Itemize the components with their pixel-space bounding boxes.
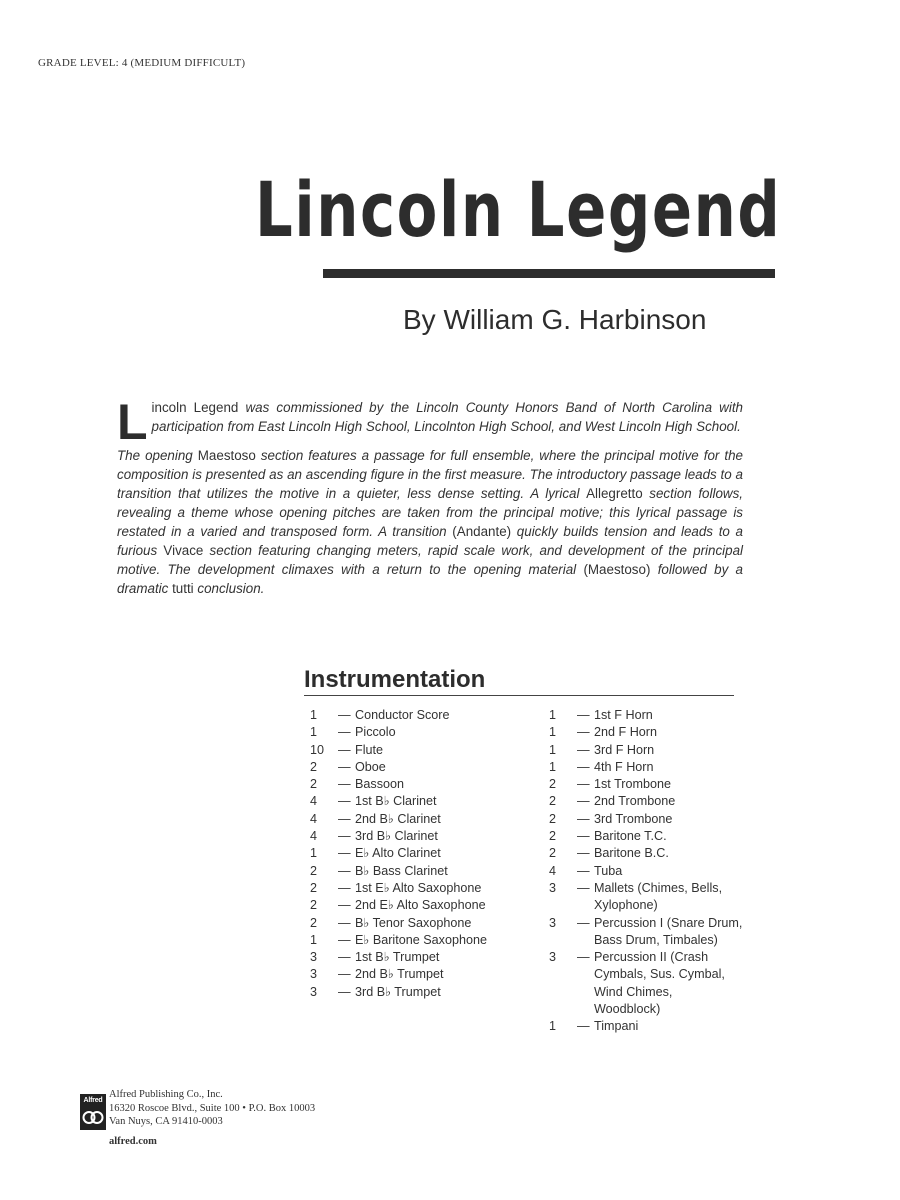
instrumentation-list-left bbox=[310, 707, 540, 1001]
instrument-name: 2nd F Horn bbox=[594, 725, 657, 740]
instrument-row bbox=[310, 984, 540, 1001]
instrumentation-underline bbox=[304, 695, 734, 696]
instrument-row bbox=[549, 880, 779, 915]
instrument-name: 1st B♭ Trumpet bbox=[355, 950, 440, 965]
instrument-quantity: 2 bbox=[310, 880, 318, 895]
instrument-dash: — bbox=[338, 846, 351, 861]
instrument-name: E♭ Alto Clarinet bbox=[355, 846, 441, 861]
instrument-row bbox=[549, 915, 779, 950]
instrument-quantity: 4 bbox=[549, 863, 557, 878]
instrument-quantity: 2 bbox=[549, 777, 557, 792]
tempo-term: Allegretto bbox=[586, 486, 643, 501]
instrument-quantity: 3 bbox=[310, 967, 318, 982]
instrument-quantity: 2 bbox=[310, 863, 318, 878]
instrument-dash: — bbox=[577, 759, 590, 774]
instrument-quantity: 3 bbox=[310, 950, 318, 965]
instrument-quantity: 3 bbox=[549, 915, 557, 930]
instrument-quantity: 2 bbox=[310, 777, 318, 792]
instrument-dash: — bbox=[577, 708, 590, 722]
instrument-dash: — bbox=[338, 794, 351, 809]
instrument-row bbox=[310, 742, 540, 759]
program-notes bbox=[117, 394, 743, 608]
instrument-row bbox=[310, 776, 540, 793]
instrument-row bbox=[549, 811, 779, 828]
instrument-dash: — bbox=[338, 863, 351, 878]
instrument-quantity: 1 bbox=[549, 742, 557, 757]
instrument-name: Timpani bbox=[594, 1019, 639, 1034]
instrument-row bbox=[549, 724, 779, 741]
instrument-name: 4th F Horn bbox=[594, 759, 654, 774]
instrument-dash: — bbox=[338, 811, 351, 826]
title-underline bbox=[323, 269, 775, 278]
instrument-name: 1st F Horn bbox=[594, 708, 653, 722]
instrument-row bbox=[310, 897, 540, 914]
instrument-quantity: 2 bbox=[549, 829, 557, 844]
instrument-quantity: 2 bbox=[310, 759, 318, 774]
intro-text: section features a passage for full ensemble, where the principal motive for the composition is presented as an ascending figure in the first measure. The introductory passage leads to a transition that utilizes the motive in a quieter, less dense setting. A lyrical bbox=[117, 448, 743, 501]
instrument-name: Baritone T.C. bbox=[594, 829, 667, 844]
publisher-address bbox=[109, 1088, 315, 1148]
tempo-term: tutti bbox=[172, 581, 194, 596]
instrument-name: 3rd B♭ Trumpet bbox=[355, 984, 441, 999]
instrument-quantity: 1 bbox=[310, 725, 318, 740]
instrument-quantity: 1 bbox=[310, 932, 318, 947]
instrument-row bbox=[310, 863, 540, 880]
instrument-quantity: 4 bbox=[310, 794, 318, 809]
instrument-dash: — bbox=[338, 759, 351, 774]
instrumentation-list-right bbox=[549, 707, 779, 1036]
instrument-quantity: 1 bbox=[549, 759, 557, 774]
instrument-dash: — bbox=[338, 898, 351, 913]
instrument-name: Piccolo bbox=[355, 725, 396, 740]
tempo-term: (Andante) bbox=[452, 524, 512, 539]
instrument-name: Mallets (Chimes, Bells, Xylophone) bbox=[594, 880, 723, 913]
instrument-dash: — bbox=[577, 811, 590, 826]
instrument-name: E♭ Baritone Saxophone bbox=[355, 932, 487, 947]
instrument-dash: — bbox=[338, 984, 351, 999]
instrument-quantity: 3 bbox=[310, 984, 318, 999]
instrument-dash: — bbox=[338, 967, 351, 982]
instrument-name: 2nd B♭ Trumpet bbox=[355, 967, 444, 982]
instrument-row bbox=[549, 707, 779, 724]
instrument-dash: — bbox=[577, 829, 590, 844]
instrument-name: Oboe bbox=[355, 759, 386, 774]
instrument-quantity: 2 bbox=[549, 811, 557, 826]
instrument-quantity: 3 bbox=[549, 950, 557, 965]
instrument-name: 3rd B♭ Clarinet bbox=[355, 829, 438, 844]
instrument-row bbox=[310, 949, 540, 966]
instrument-name: 2nd B♭ Clarinet bbox=[355, 811, 441, 826]
instrument-dash: — bbox=[577, 794, 590, 809]
instrument-row bbox=[549, 776, 779, 793]
instrument-dash: — bbox=[577, 863, 590, 878]
instrument-name: B♭ Tenor Saxophone bbox=[355, 915, 472, 930]
instrument-dash: — bbox=[577, 846, 590, 861]
instrument-dash: — bbox=[577, 777, 590, 792]
instrument-dash: — bbox=[338, 725, 351, 740]
intro-paragraph-1 bbox=[117, 394, 743, 450]
instrument-row bbox=[310, 966, 540, 983]
instrumentation-heading: Instrumentation bbox=[304, 666, 486, 693]
instrument-name: 3rd Trombone bbox=[594, 811, 673, 826]
publisher-logo-mark bbox=[81, 1106, 105, 1129]
instrument-row bbox=[310, 793, 540, 810]
instrument-dash: — bbox=[577, 880, 590, 895]
instrument-name: 1st B♭ Clarinet bbox=[355, 794, 437, 809]
instrument-row bbox=[310, 915, 540, 932]
intro-text: quickly builds tension and leads to a furious bbox=[117, 524, 743, 558]
instrument-quantity: 2 bbox=[549, 794, 557, 809]
instrument-row bbox=[310, 845, 540, 862]
instrument-dash: — bbox=[338, 932, 351, 947]
intro-text: was commissioned by the Lincoln County Honors Band of North Carolina with participation from East Lincoln High School, Lincolnton High School, and West Lincoln High School. bbox=[151, 400, 743, 434]
publisher-name: Alfred Publishing Co., Inc. bbox=[109, 1089, 223, 1100]
instrument-name: Percussion I (Snare Drum, Bass Drum, Timbales) bbox=[594, 915, 743, 947]
instrument-name: Tuba bbox=[594, 863, 623, 878]
tempo-term: (Maestoso) bbox=[583, 562, 651, 577]
instrument-row bbox=[310, 724, 540, 741]
instrument-row bbox=[310, 880, 540, 897]
instrument-dash: — bbox=[338, 915, 351, 930]
intro-text: conclusion. bbox=[193, 581, 265, 596]
instrument-dash: — bbox=[577, 725, 590, 740]
instrument-dash: — bbox=[577, 742, 590, 757]
intro-text: section featuring changing meters, rapid scale work, and development of the principal motive. The development climaxes with a return to the opening material bbox=[117, 543, 743, 577]
instrument-quantity: 1 bbox=[310, 708, 318, 722]
instrument-quantity: 2 bbox=[549, 846, 557, 861]
instrument-quantity: 1 bbox=[310, 846, 318, 861]
instrument-name: Bassoon bbox=[355, 777, 405, 792]
instrument-dash: — bbox=[338, 777, 351, 792]
instrument-dash: — bbox=[577, 915, 590, 930]
instrument-dash: — bbox=[338, 950, 351, 965]
instrument-row bbox=[549, 863, 779, 880]
instrument-row bbox=[310, 759, 540, 776]
work-title-inline: incoln Legend bbox=[151, 400, 239, 415]
intro-text: followed by a dramatic bbox=[117, 562, 743, 596]
instrument-name: 3rd F Horn bbox=[594, 742, 655, 757]
publisher-logo-text: Alfred bbox=[81, 1095, 105, 1106]
composer-byline: By William G. Harbinson bbox=[403, 304, 707, 335]
instrument-row bbox=[549, 742, 779, 759]
instrument-name: 1st Trombone bbox=[594, 777, 672, 792]
intro-paragraph-2 bbox=[117, 446, 743, 598]
instrument-name: Flute bbox=[355, 742, 383, 757]
instrument-dash: — bbox=[338, 708, 351, 722]
instrument-quantity: 1 bbox=[549, 708, 557, 722]
instrument-row bbox=[310, 811, 540, 828]
instrument-quantity: 10 bbox=[310, 742, 325, 757]
tempo-term: Maestoso bbox=[197, 448, 256, 463]
intro-text: section follows, revealing a theme whose opening pitches are taken from the principal motive; this lyrical passage is restated in a varied and transposed form. A transition bbox=[117, 486, 743, 539]
instrument-row bbox=[310, 828, 540, 845]
instrument-name: 2nd Trombone bbox=[594, 794, 676, 809]
publisher-address-line: Van Nuys, CA 91410-0003 bbox=[109, 1116, 223, 1127]
instrument-row bbox=[549, 793, 779, 810]
instrument-name: Conductor Score bbox=[355, 708, 450, 722]
publisher-logo bbox=[80, 1094, 106, 1130]
instrument-name: Percussion II (Crash Cymbals, Sus. Cymbal, Wind Chimes, Woodblock) bbox=[594, 950, 725, 1017]
publisher-website-link[interactable]: alfred.com bbox=[109, 1135, 157, 1147]
instrument-quantity: 3 bbox=[549, 880, 557, 895]
instrument-row bbox=[549, 759, 779, 776]
instrument-quantity: 4 bbox=[310, 829, 318, 844]
instrument-quantity: 1 bbox=[549, 1019, 557, 1034]
publisher-block bbox=[80, 1088, 315, 1148]
instrument-name: 2nd E♭ Alto Saxophone bbox=[355, 898, 486, 913]
instrument-quantity: 1 bbox=[549, 725, 557, 740]
instrument-row bbox=[310, 707, 540, 724]
instrument-name: B♭ Bass Clarinet bbox=[355, 863, 448, 878]
instrument-dash: — bbox=[577, 1019, 590, 1034]
tempo-term: Vivace bbox=[163, 543, 204, 558]
instrument-name: Baritone B.C. bbox=[594, 846, 669, 861]
instrument-row bbox=[549, 845, 779, 862]
instrument-row bbox=[549, 949, 779, 1018]
instrument-dash: — bbox=[577, 950, 590, 965]
instrument-name: 1st E♭ Alto Saxophone bbox=[355, 880, 482, 895]
instrument-quantity: 4 bbox=[310, 811, 318, 826]
page-title: Lincoln Legend bbox=[255, 165, 782, 254]
instrument-dash: — bbox=[338, 829, 351, 844]
intro-text: The opening bbox=[117, 448, 198, 463]
instrument-dash: — bbox=[338, 742, 351, 757]
instrument-quantity: 2 bbox=[310, 915, 318, 930]
publisher-address-line: 16320 Roscoe Blvd., Suite 100 • P.O. Box 10003 bbox=[109, 1102, 316, 1114]
drop-cap: L bbox=[117, 394, 148, 450]
instrument-row bbox=[549, 828, 779, 845]
instrument-quantity: 2 bbox=[310, 898, 318, 913]
instrument-dash: — bbox=[338, 880, 351, 895]
instrument-row bbox=[310, 932, 540, 949]
instrument-row bbox=[549, 1018, 779, 1035]
grade-level: GRADE LEVEL: 4 (MEDIUM DIFFICULT) bbox=[38, 57, 246, 69]
